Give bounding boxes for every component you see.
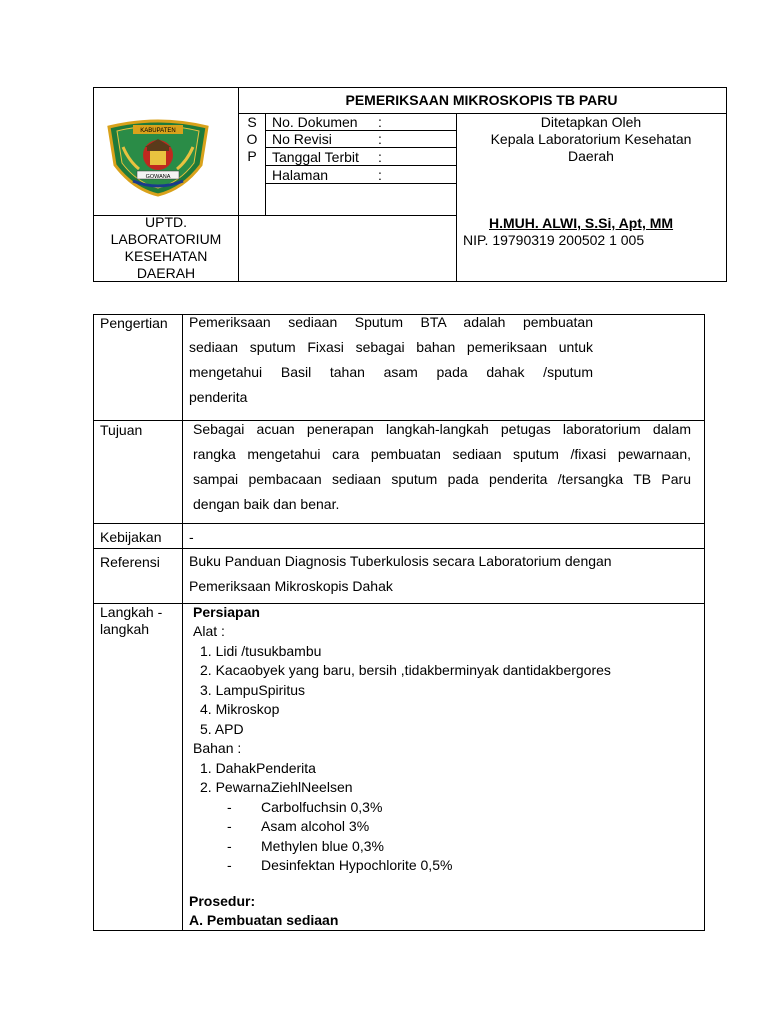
logo-bottom-text: GOWANA [145,174,171,180]
langkah-content [193,622,611,876]
pengertian-line: penderita [189,389,248,405]
reagen-item: - Desinfektan Hypochlorite 0,5% [227,857,453,873]
tujuan-line: rangka mengetahui cara pembuatan sediaan sputum /fixasi pewarnaan, [193,446,691,462]
reagen-item: - Asam alcohol 3% [227,818,370,834]
prosedur-heading: Prosedur: [189,893,256,909]
bahan-label: Bahan : [193,740,242,756]
tujuan-text [193,417,691,517]
sop-letter: O [246,131,258,147]
referensi-line: Pemeriksaan Mikroskopis Dahak [189,578,393,594]
org-line: KESEHATAN [124,248,208,264]
ditetapkan-line: Kepala Laboratorium Kesehatan [490,131,692,147]
alat-item: 4. Mikroskop [200,701,280,717]
logo-top-text: KABUPATEN [140,128,176,134]
pengertian-text [189,310,593,410]
alat-label: Alat : [193,623,225,639]
tujuan-line: dengan baik dan benar. [193,496,340,512]
referensi-line: Buku Panduan Diagnosis Tuberkulosis secara Laboratorium dengan [189,553,612,569]
row-label-referensi: Referensi [100,554,160,570]
persiapan-heading: Persiapan [193,604,260,620]
field-sep: : [378,114,382,130]
alat-item: 5. APD [200,720,244,737]
org-line: LABORATORIUM [110,231,222,247]
ditetapkan-line: Daerah [568,148,614,164]
row-label-kebijakan: Kebijakan [100,529,162,545]
sop-letter: P [247,148,257,164]
bahan-item: 2. PewarnaZiehlNeelsen [200,779,353,795]
reagen-item: - Methylen blue 0,3% [227,837,384,854]
pengertian-line: mengetahui Basil tahan asam pada dahak /sputum [189,364,593,380]
ditetapkan-line: Ditetapkan Oleh [540,114,642,130]
reagen-item: - Carbolfuchsin 0,3% [227,798,383,815]
pembuatan-heading: A. Pembuatan sediaan [189,912,339,928]
document-title: PEMERIKSAAN MIKROSKOPIS TB PARU [345,92,618,108]
field-sep: : [378,167,382,183]
bahan-item: 1. DahakPenderita [200,759,316,776]
tujuan-line: sampai pembacaan sediaan sputum pada penderita /tersangka TB Paru [193,471,691,487]
kabupaten-logo [103,117,213,197]
sop-letter: S [247,114,257,130]
org-line: UPTD. [145,214,187,230]
field-no-revisi: No Revisi [272,131,332,147]
pengertian-line: Pemeriksaan sediaan Sputum BTA adalah pembuatan [189,314,593,330]
row-label-tujuan: Tujuan [100,422,143,438]
field-sep: : [378,131,382,147]
row-label-pengertian: Pengertian [100,315,168,331]
alat-item: 1. Lidi /tusukbambu [200,642,322,659]
org-line: DAERAH [136,265,196,281]
field-halaman: Halaman [272,167,329,183]
field-no-dokumen: No. Dokumen [272,114,358,130]
row-label-langkah: langkah [100,621,150,637]
kebijakan-value: - [189,529,194,545]
referensi-text [189,549,669,599]
signer-name: H.MUH. ALWI, S.Si, Apt, MM [489,215,674,231]
field-sep: : [378,149,382,165]
alat-item: 2. Kacaobyek yang baru, bersih ,tidakberminyak dantidakbergores [200,662,611,678]
signer-nip: NIP. 19790319 200502 1 005 [463,232,645,248]
tujuan-line: Sebagai acuan penerapan langkah-langkah petugas laboratorium dalam [193,421,691,437]
row-label-langkah: Langkah - [100,604,163,620]
field-tanggal-terbit: Tanggal Terbit [272,149,359,165]
pengertian-line: sediaan sputum Fixasi sebagai bahan pemeriksaan untuk [189,339,593,355]
alat-item: 3. LampuSpiritus [200,681,306,698]
